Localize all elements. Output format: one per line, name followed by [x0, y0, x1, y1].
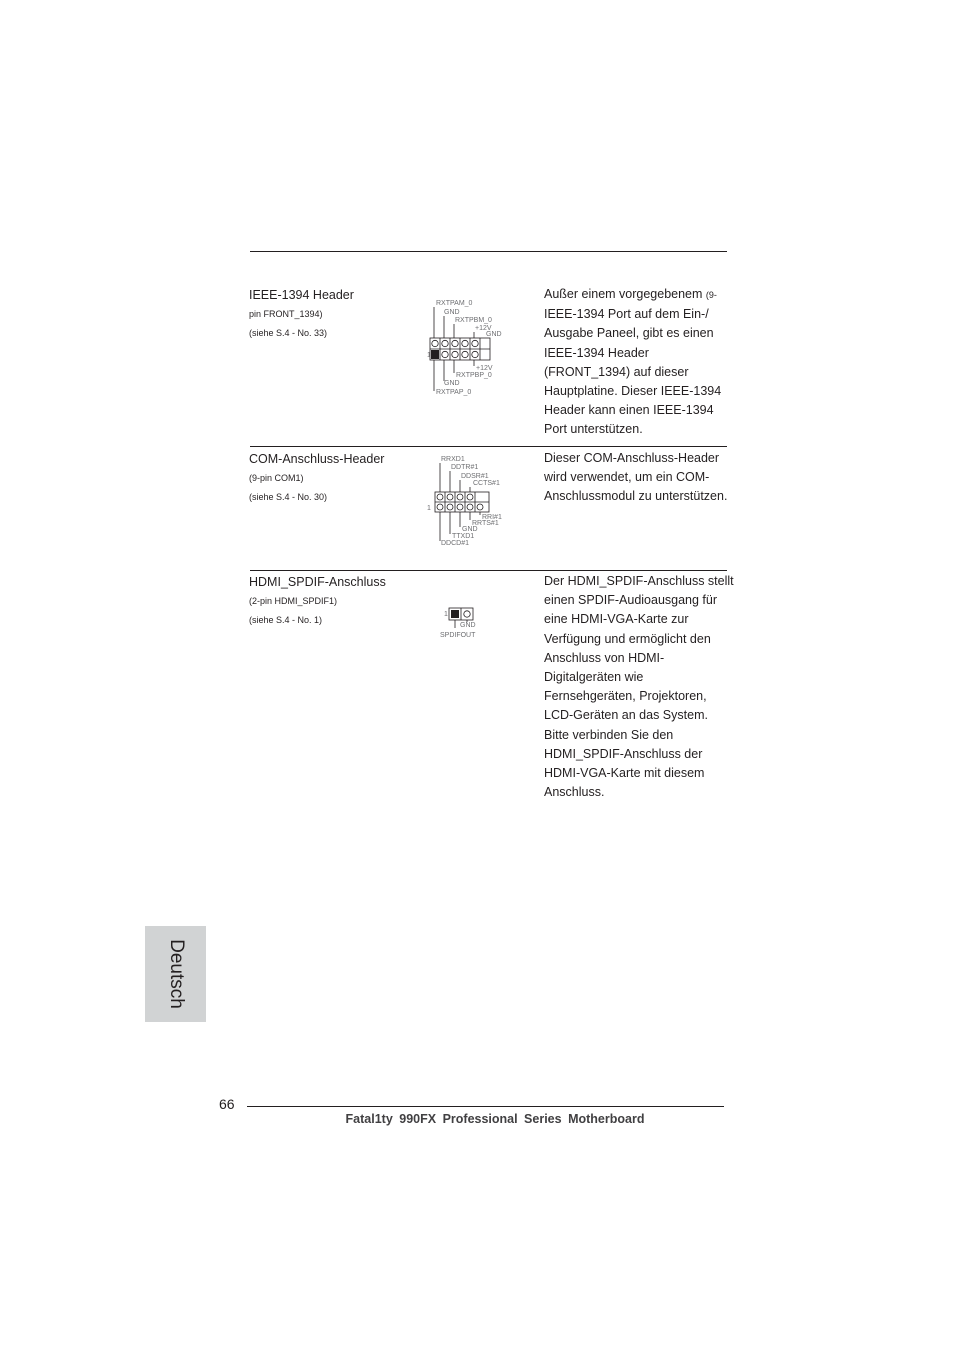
footer-rule — [247, 1106, 724, 1107]
pin-label: SPDIFOUT — [440, 632, 476, 639]
section-reference: (siehe S.4 - No. 33) — [249, 328, 328, 338]
pin-label: RRXD1 — [441, 456, 465, 463]
pin-label: RXTPAM_0 — [436, 300, 473, 307]
pin-label: DDTR#1 — [451, 464, 479, 471]
section-reference: (siehe S.4 - No. 30) — [249, 492, 328, 502]
pin-label: GND — [460, 622, 476, 629]
description-small: (9- — [705, 290, 717, 300]
pin-one-label: 1 — [427, 352, 431, 359]
section-description — [544, 285, 734, 440]
pin-one-label: 1 — [427, 505, 431, 512]
top-rule — [250, 251, 727, 252]
section-description: Dieser COM-Anschluss-Header wird verwendet, um ein COM-Anschlussmodul zu unterstützen. — [544, 451, 728, 504]
pin-label: GND — [462, 526, 478, 533]
description-text-rest: IEEE-1394 Port auf dem Ein-/ Ausgabe Paneel, gibt es einen IEEE-1394 Header (FRONT_1394) auf dieser Hauptplatine. Dieser IEEE-1394 Header kann einen IEEE-1394 Port unterstützen. — [544, 307, 722, 437]
section-subtitle: pin FRONT_1394) — [249, 309, 323, 319]
pin-label: TTXD1 — [452, 533, 475, 540]
section-divider — [250, 570, 727, 571]
section-subtitle: (2-pin HDMI_SPDIF1) — [249, 596, 338, 606]
pin-label: GND — [444, 380, 460, 387]
pin-label: +12V — [475, 325, 492, 332]
pin-label: GND — [444, 309, 460, 316]
section-title: COM-Anschluss-Header — [249, 452, 385, 466]
pin-label: RXTPBM_0 — [455, 317, 492, 324]
pin-label: RRTS#1 — [472, 520, 499, 527]
pin-label: DDCD#1 — [441, 540, 470, 547]
description-text: Außer einem vorgegebenem — [544, 287, 703, 301]
pin-label: RRI#1 — [482, 514, 502, 521]
pin-one-label: 1 — [444, 611, 448, 618]
section-divider — [250, 446, 727, 447]
section-title: IEEE-1394 Header — [249, 288, 354, 302]
language-tab-label: Deutsch — [165, 939, 187, 1009]
pin-label: +12V — [476, 365, 493, 372]
com-pin-diagram — [424, 452, 524, 552]
pin-label: RXTPBP_0 — [456, 372, 492, 379]
section-reference: (siehe S.4 - No. 1) — [249, 615, 323, 625]
page-number: 66 — [219, 1096, 235, 1112]
section-description: Der HDMI_SPDIF-Anschluss stellt einen SPDIF-Audioausgang für eine HDMI-VGA-Karte zur Verfügung und ermöglicht den Anschluss von HDMI-Digitalgeräten wie Fernsehgeräten, Projektoren, LCD-Geräten an das System. Bitte verbinden Sie den HDMI_SPDIF-Anschluss der HDMI-VGA-Karte mit diesem Anschluss. — [544, 574, 734, 800]
language-tab — [145, 926, 206, 1022]
footer-title: Fatal1ty 990FX Professional Series Motherboard — [345, 1112, 645, 1126]
section-subtitle: (9-pin COM1) — [249, 473, 304, 483]
pin-label: CCTS#1 — [473, 480, 500, 487]
spdif-pin-diagram — [436, 604, 486, 644]
pin-label: DDSR#1 — [461, 473, 489, 480]
ieee1394-pin-diagram — [420, 293, 520, 403]
pin-label: RXTPAP_0 — [436, 389, 472, 396]
pin-label: GND — [486, 331, 502, 338]
section-title: HDMI_SPDIF-Anschluss — [249, 575, 386, 589]
